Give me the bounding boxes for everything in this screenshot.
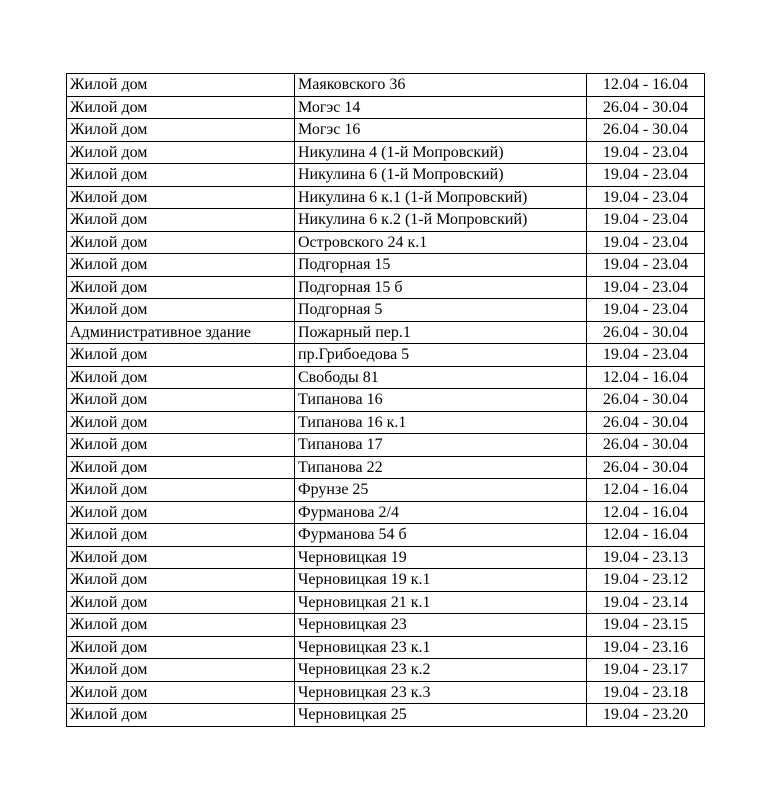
table-row bbox=[67, 209, 705, 232]
date-range-cell: 12.04 - 16.04 bbox=[587, 479, 705, 502]
date-range-cell: 19.04 - 23.04 bbox=[587, 164, 705, 187]
date-range-cell: 26.04 - 30.04 bbox=[587, 389, 705, 412]
building-type-cell: Жилой дом bbox=[67, 659, 295, 682]
building-type-cell: Жилой дом bbox=[67, 704, 295, 727]
address-cell: Черновицкая 23 к.3 bbox=[295, 681, 587, 704]
date-range-cell: 19.04 - 23.14 bbox=[587, 591, 705, 614]
building-type-cell: Жилой дом bbox=[67, 344, 295, 367]
schedule-table bbox=[66, 73, 705, 727]
table-row bbox=[67, 501, 705, 524]
table-row bbox=[67, 96, 705, 119]
building-type-cell: Жилой дом bbox=[67, 164, 295, 187]
address-cell: Подгорная 15 bbox=[295, 254, 587, 277]
address-cell: Фурманова 2/4 bbox=[295, 501, 587, 524]
building-type-cell: Жилой дом bbox=[67, 591, 295, 614]
building-type-cell: Жилой дом bbox=[67, 186, 295, 209]
table-row bbox=[67, 546, 705, 569]
date-range-cell: 19.04 - 23.04 bbox=[587, 276, 705, 299]
date-range-cell: 19.04 - 23.04 bbox=[587, 186, 705, 209]
table-row bbox=[67, 321, 705, 344]
table-row bbox=[67, 344, 705, 367]
date-range-cell: 19.04 - 23.12 bbox=[587, 569, 705, 592]
table-row bbox=[67, 614, 705, 637]
address-cell: пр.Грибоедова 5 bbox=[295, 344, 587, 367]
address-cell: Черновицкая 23 к.1 bbox=[295, 636, 587, 659]
table-row bbox=[67, 119, 705, 142]
address-cell: Типанова 17 bbox=[295, 434, 587, 457]
building-type-cell: Жилой дом bbox=[67, 276, 295, 299]
address-cell: Никулина 4 (1-й Мопровский) bbox=[295, 141, 587, 164]
table-row bbox=[67, 524, 705, 547]
date-range-cell: 26.04 - 30.04 bbox=[587, 321, 705, 344]
address-cell: Могэс 16 bbox=[295, 119, 587, 142]
table-row bbox=[67, 74, 705, 97]
table-row bbox=[67, 231, 705, 254]
building-type-cell: Жилой дом bbox=[67, 141, 295, 164]
date-range-cell: 19.04 - 23.18 bbox=[587, 681, 705, 704]
date-range-cell: 12.04 - 16.04 bbox=[587, 366, 705, 389]
address-cell: Фурманова 54 б bbox=[295, 524, 587, 547]
building-type-cell: Жилой дом bbox=[67, 456, 295, 479]
date-range-cell: 19.04 - 23.04 bbox=[587, 209, 705, 232]
address-cell: Типанова 16 к.1 bbox=[295, 411, 587, 434]
building-type-cell: Жилой дом bbox=[67, 569, 295, 592]
building-type-cell: Административное здание bbox=[67, 321, 295, 344]
date-range-cell: 19.04 - 23.17 bbox=[587, 659, 705, 682]
building-type-cell: Жилой дом bbox=[67, 254, 295, 277]
table-row bbox=[67, 479, 705, 502]
address-cell: Типанова 16 bbox=[295, 389, 587, 412]
date-range-cell: 12.04 - 16.04 bbox=[587, 524, 705, 547]
address-cell: Маяковского 36 bbox=[295, 74, 587, 97]
building-type-cell: Жилой дом bbox=[67, 479, 295, 502]
date-range-cell: 26.04 - 30.04 bbox=[587, 434, 705, 457]
building-type-cell: Жилой дом bbox=[67, 231, 295, 254]
table-row bbox=[67, 704, 705, 727]
address-cell: Типанова 22 bbox=[295, 456, 587, 479]
date-range-cell: 26.04 - 30.04 bbox=[587, 96, 705, 119]
building-type-cell: Жилой дом bbox=[67, 546, 295, 569]
date-range-cell: 19.04 - 23.04 bbox=[587, 141, 705, 164]
date-range-cell: 19.04 - 23.20 bbox=[587, 704, 705, 727]
building-type-cell: Жилой дом bbox=[67, 119, 295, 142]
date-range-cell: 26.04 - 30.04 bbox=[587, 456, 705, 479]
building-type-cell: Жилой дом bbox=[67, 681, 295, 704]
building-type-cell: Жилой дом bbox=[67, 411, 295, 434]
address-cell: Могэс 14 bbox=[295, 96, 587, 119]
date-range-cell: 19.04 - 23.04 bbox=[587, 231, 705, 254]
table-row bbox=[67, 411, 705, 434]
table-row bbox=[67, 164, 705, 187]
table-row bbox=[67, 276, 705, 299]
building-type-cell: Жилой дом bbox=[67, 434, 295, 457]
building-type-cell: Жилой дом bbox=[67, 366, 295, 389]
date-range-cell: 12.04 - 16.04 bbox=[587, 74, 705, 97]
address-cell: Черновицкая 23 к.2 bbox=[295, 659, 587, 682]
table-row bbox=[67, 366, 705, 389]
date-range-cell: 19.04 - 23.13 bbox=[587, 546, 705, 569]
address-cell: Черновицкая 19 bbox=[295, 546, 587, 569]
table-row bbox=[67, 254, 705, 277]
building-type-cell: Жилой дом bbox=[67, 209, 295, 232]
table-row bbox=[67, 659, 705, 682]
address-cell: Черновицкая 21 к.1 bbox=[295, 591, 587, 614]
address-cell: Фрунзе 25 bbox=[295, 479, 587, 502]
table-row bbox=[67, 591, 705, 614]
date-range-cell: 19.04 - 23.16 bbox=[587, 636, 705, 659]
address-cell: Черновицкая 25 bbox=[295, 704, 587, 727]
date-range-cell: 26.04 - 30.04 bbox=[587, 411, 705, 434]
schedule-table-body bbox=[67, 74, 705, 727]
table-row bbox=[67, 299, 705, 322]
address-cell: Никулина 6 к.2 (1-й Мопровский) bbox=[295, 209, 587, 232]
table-row bbox=[67, 186, 705, 209]
address-cell: Островского 24 к.1 bbox=[295, 231, 587, 254]
building-type-cell: Жилой дом bbox=[67, 614, 295, 637]
table-row bbox=[67, 636, 705, 659]
building-type-cell: Жилой дом bbox=[67, 524, 295, 547]
date-range-cell: 19.04 - 23.04 bbox=[587, 344, 705, 367]
table-row bbox=[67, 141, 705, 164]
table-row bbox=[67, 456, 705, 479]
building-type-cell: Жилой дом bbox=[67, 96, 295, 119]
address-cell: Черновицкая 19 к.1 bbox=[295, 569, 587, 592]
address-cell: Свободы 81 bbox=[295, 366, 587, 389]
building-type-cell: Жилой дом bbox=[67, 74, 295, 97]
date-range-cell: 19.04 - 23.04 bbox=[587, 299, 705, 322]
table-row bbox=[67, 681, 705, 704]
table-row bbox=[67, 569, 705, 592]
address-cell: Никулина 6 к.1 (1-й Мопровский) bbox=[295, 186, 587, 209]
building-type-cell: Жилой дом bbox=[67, 389, 295, 412]
table-row bbox=[67, 389, 705, 412]
address-cell: Никулина 6 (1-й Мопровский) bbox=[295, 164, 587, 187]
address-cell: Подгорная 15 б bbox=[295, 276, 587, 299]
building-type-cell: Жилой дом bbox=[67, 299, 295, 322]
building-type-cell: Жилой дом bbox=[67, 501, 295, 524]
date-range-cell: 19.04 - 23.15 bbox=[587, 614, 705, 637]
address-cell: Подгорная 5 bbox=[295, 299, 587, 322]
date-range-cell: 26.04 - 30.04 bbox=[587, 119, 705, 142]
table-row bbox=[67, 434, 705, 457]
address-cell: Черновицкая 23 bbox=[295, 614, 587, 637]
address-cell: Пожарный пер.1 bbox=[295, 321, 587, 344]
date-range-cell: 19.04 - 23.04 bbox=[587, 254, 705, 277]
building-type-cell: Жилой дом bbox=[67, 636, 295, 659]
date-range-cell: 12.04 - 16.04 bbox=[587, 501, 705, 524]
